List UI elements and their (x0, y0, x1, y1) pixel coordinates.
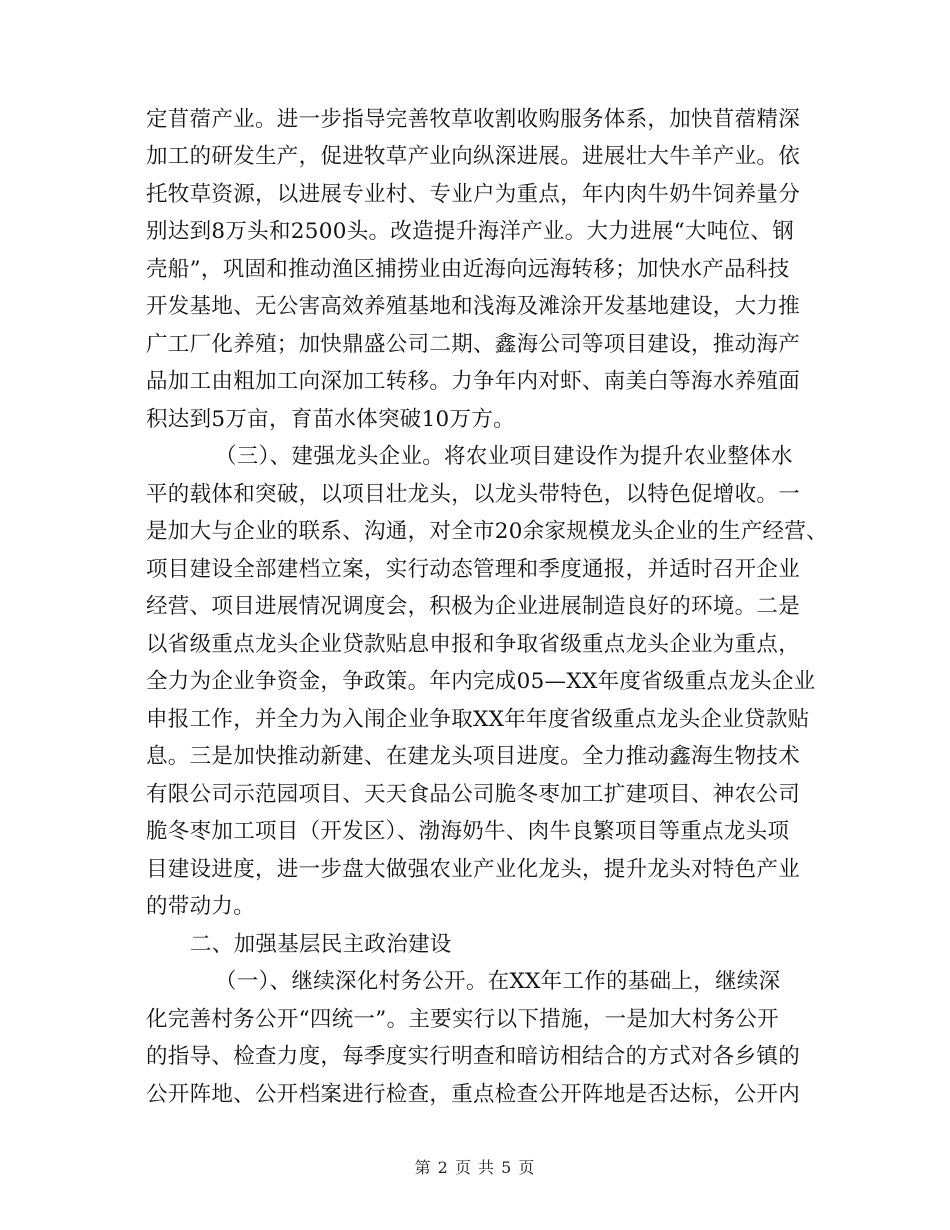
body-line: 公开阵地、公开档案进行检查，重点检查公开阵地是否达标，公开内 (146, 1082, 801, 1107)
body-line: 项目建设全部建档立案，实行动态管理和季度通报，并适时召开企业 (146, 557, 801, 582)
body-line: 有限公司示范园项目、天天食品公司脆冬枣加工扩建项目、神农公司 (146, 782, 801, 807)
body-line: 以省级重点龙头企业贷款贴息申报和争取省级重点龙头企业为重点， (146, 632, 801, 657)
chapter-heading: 二、加强基层民主政治建设 (190, 932, 452, 957)
body-line: 加工的研发生产，促进牧草产业向纵深进展。进展壮大牛羊产业。依 (146, 144, 801, 169)
body-line: 是加大与企业的联系、沟通，对全市20余家规模龙头企业的生产经营、 (146, 519, 828, 544)
body-line: 化完善村务公开“四统一”。主要实行以下措施，一是加大村务公开 (146, 1007, 779, 1032)
section-heading-line: （一）、继续深化村务公开。在XX年工作的基础上，继续深 (215, 969, 781, 994)
body-line: 经营、项目进展情况调度会，积极为企业进展制造良好的环境。二是 (146, 594, 801, 619)
body-line: 定苜蓿产业。进一步指导完善牧草收割收购服务体系，加快苜蓿精深 (146, 107, 801, 132)
body-line: 的指导、检查力度，每季度实行明查和暗访相结合的方式对各乡镇的 (146, 1044, 801, 1069)
section-heading-line: （三）、建强龙头企业。将农业项目建设作为提升农业整体水 (215, 444, 793, 469)
body-line: 全力为企业争资金，争政策。年内完成05—XX年度省级重点龙头企业 (146, 669, 816, 694)
body-line: 壳船”，巩固和推动渔区捕捞业由近海向远海转移；加快水产品科技 (146, 257, 790, 282)
body-line: 托牧草资源，以进展专业村、专业户为重点，年内肉牛奶牛饲养量分 (146, 182, 801, 207)
body-line: 积达到5万亩，育苗水体突破10万方。 (146, 407, 515, 432)
body-line: 开发基地、无公害高效养殖基地和浅海及滩涂开发基地建设，大力推 (146, 294, 801, 319)
body-line: 脆冬枣加工项目（开发区）、渤海奶牛、肉牛良繁项目等重点龙头项 (146, 819, 790, 844)
body-line: 的带动力。 (146, 894, 256, 919)
page-footer: 第 2 页 共 5 页 (414, 1158, 536, 1177)
body-line: 申报工作，并全力为入闱企业争取XX年年度省级重点龙头企业贷款贴 (146, 707, 810, 732)
body-line: 息。三是加快推动新建、在建龙头项目进度。全力推动鑫海生物技术 (146, 744, 801, 769)
body-line: 别达到8万头和2500头。改造提升海洋产业。大力进展“大吨位、钢 (146, 219, 794, 244)
body-line: 平的载体和突破，以项目壮龙头，以龙头带特色，以特色促增收。一 (146, 482, 801, 507)
body-line: 目建设进度，进一步盘大做强农业产业化龙头，提升龙头对特色产业 (146, 857, 801, 882)
body-line: 品加工由粗加工向深加工转移。力争年内对虾、南美白等海水养殖面 (146, 369, 801, 394)
body-line: 广工厂化养殖；加快鼎盛公司二期、鑫海公司等项目建设，推动海产 (146, 332, 801, 357)
